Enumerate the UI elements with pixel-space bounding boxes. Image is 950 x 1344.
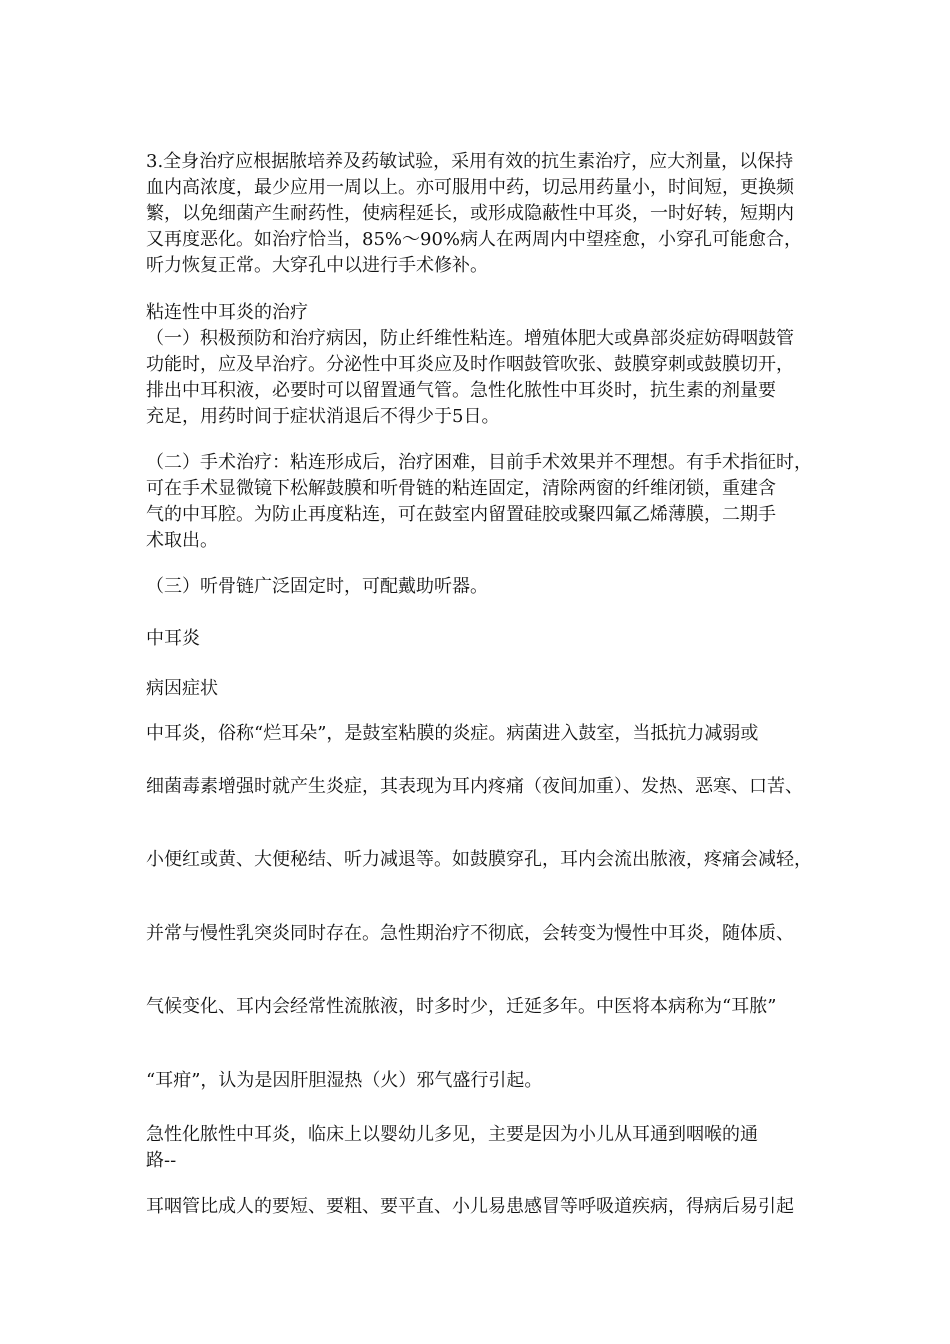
paragraph-line: 听力恢复正常。大穿孔中以进行手术修补。 [146, 255, 488, 276]
paragraph-line: 3.全身治疗应根据脓培养及药敏试验，采用有效的抗生素治疗，应大剂量，以保持 [146, 151, 794, 172]
paragraph-line: 小便红或黄、大便秘结、听力减退等。如鼓膜穿孔，耳内会流出脓液，疼痛会减轻， [146, 849, 812, 870]
paragraph-line: （二）手术治疗：粘连形成后，治疗困难，目前手术效果并不理想。有手术指征时， [146, 452, 812, 473]
paragraph-line: 耳咽管比成人的要短、要粗、要平直、小儿易患感冒等呼吸道疾病，得病后易引起 [146, 1196, 794, 1217]
paragraph-line: 血内高浓度，最少应用一周以上。亦可服用中药，切忌用药量小，时间短，更换频 [146, 177, 794, 198]
paragraph-line: 可在手术显微镜下松解鼓膜和听骨链的粘连固定，清除两窗的纤维闭锁，重建含 [146, 478, 776, 499]
paragraph-line: 中耳炎，俗称“烂耳朵”，是鼓室粘膜的炎症。病菌进入鼓室，当抵抗力减弱或 [146, 723, 759, 744]
paragraph-line: 路-- [146, 1150, 177, 1171]
paragraph-line: 排出中耳积液，必要时可以留置通气管。急性化脓性中耳炎时，抗生素的剂量要 [146, 380, 776, 401]
paragraph-line: （三）听骨链广泛固定时，可配戴助听器。 [146, 576, 488, 597]
paragraph-line: （一）积极预防和治疗病因，防止纤维性粘连。增殖体肥大或鼻部炎症妨碍咽鼓管 [146, 328, 794, 349]
paragraph-line: 并常与慢性乳突炎同时存在。急性期治疗不彻底，会转变为慢性中耳炎，随体质、 [146, 923, 794, 944]
paragraph-line: 细菌毒素增强时就产生炎症，其表现为耳内疼痛（夜间加重）、发热、恶寒、口苦、 [146, 776, 803, 797]
paragraph-line: 急性化脓性中耳炎，临床上以婴幼儿多见，主要是因为小儿从耳通到咽喉的通 [146, 1124, 758, 1145]
paragraph-line: 充足，用药时间于症状消退后不得少于5日。 [146, 406, 500, 427]
section-heading: 中耳炎 [146, 628, 200, 649]
paragraph-line: 功能时，应及早治疗。分泌性中耳炎应及时作咽鼓管吹张、鼓膜穿刺或鼓膜切开， [146, 354, 794, 375]
paragraph-line: 繁，以免细菌产生耐药性，使病程延长，或形成隐蔽性中耳炎，一时好转，短期内 [146, 203, 794, 224]
paragraph-line: 术取出。 [146, 530, 218, 551]
section-heading: 粘连性中耳炎的治疗 [146, 302, 308, 323]
paragraph-line: 又再度恶化。如治疗恰当，85%～90%病人在两周内中望痊愈，小穿孔可能愈合， [146, 229, 803, 250]
paragraph-line: 气候变化、耳内会经常性流脓液，时多时少，迁延多年。中医将本病称为“耳脓” [146, 996, 777, 1017]
paragraph-line: “耳疳”，认为是因肝胆湿热（火）邪气盛行引起。 [146, 1070, 543, 1091]
section-heading: 病因症状 [146, 678, 218, 699]
paragraph-line: 气的中耳腔。为防止再度粘连，可在鼓室内留置硅胶或聚四氟乙烯薄膜，二期手 [146, 504, 776, 525]
